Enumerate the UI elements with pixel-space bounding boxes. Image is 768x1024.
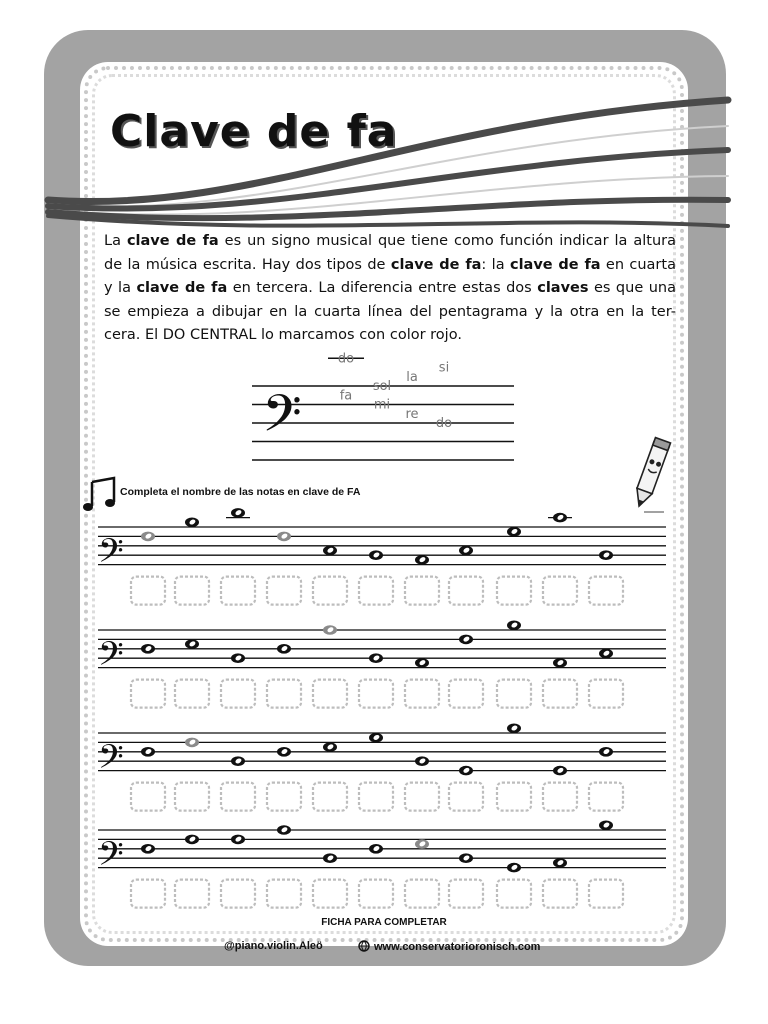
answer-box[interactable] [589, 680, 623, 708]
intro-text: La [104, 233, 127, 249]
footer-website [358, 940, 540, 953]
whole-note [231, 653, 245, 663]
intro-bold-term: clave de fa [126, 233, 219, 249]
whole-note [459, 853, 473, 863]
exercise-staff [98, 508, 666, 604]
note-label: fa [339, 388, 353, 404]
whole-note [141, 644, 155, 654]
whole-note [553, 858, 567, 868]
answer-box[interactable] [497, 880, 531, 908]
answer-box[interactable] [405, 880, 439, 908]
svg-text:𝄢: 𝄢 [262, 383, 302, 456]
answer-box[interactable] [543, 680, 577, 708]
whole-note [415, 756, 429, 766]
whole-note [369, 733, 383, 743]
whole-note [323, 742, 337, 752]
intro-text: en cuarta y la [104, 256, 676, 296]
intro-bold-term: clave de fa [509, 256, 601, 273]
whole-note [231, 756, 245, 766]
answer-box[interactable] [221, 577, 255, 605]
intro-text: : la [481, 256, 510, 273]
whole-note [141, 747, 155, 757]
whole-note [277, 532, 291, 542]
answer-box[interactable] [449, 783, 483, 811]
answer-box[interactable] [405, 783, 439, 811]
bass-clef-icon: 𝄢 [98, 532, 124, 579]
answer-box[interactable] [313, 577, 347, 605]
answer-box[interactable] [359, 577, 393, 605]
whole-note [323, 625, 337, 635]
answer-box[interactable] [497, 783, 531, 811]
whole-note [141, 844, 155, 854]
answer-box[interactable] [131, 880, 165, 908]
note-label: mi [373, 397, 391, 413]
whole-note [231, 508, 245, 518]
answer-box[interactable] [543, 577, 577, 605]
whole-note [459, 635, 473, 645]
answer-box[interactable] [175, 577, 209, 605]
whole-note [185, 738, 199, 748]
whole-note [323, 546, 337, 556]
whole-note [141, 532, 155, 542]
answer-box[interactable] [313, 880, 347, 908]
answer-box[interactable] [313, 783, 347, 811]
answer-box[interactable] [131, 680, 165, 708]
whole-note [415, 555, 429, 565]
answer-box[interactable] [405, 577, 439, 605]
answer-box[interactable] [543, 783, 577, 811]
answer-box[interactable] [267, 783, 301, 811]
whole-note [553, 766, 567, 776]
footer-instagram: @piano.violin.Aleö [224, 940, 323, 952]
whole-note [553, 513, 567, 523]
bass-clef-icon: 𝄢 [98, 835, 124, 882]
whole-note [599, 649, 613, 659]
answer-box[interactable] [497, 680, 531, 708]
answer-box[interactable] [313, 680, 347, 708]
note-label: do [337, 351, 355, 367]
intro-bold-term: clave de fa [390, 256, 482, 273]
answer-box[interactable] [221, 680, 255, 708]
instruction-text: Completa el nombre de las notas en clave de FA [120, 486, 361, 498]
whole-note [415, 658, 429, 668]
answer-box[interactable] [175, 880, 209, 908]
whole-note [507, 863, 521, 873]
intro-bold-term: clave de fa [136, 280, 228, 296]
answer-box[interactable] [405, 680, 439, 708]
answer-box[interactable] [497, 577, 531, 605]
whole-note [459, 766, 473, 776]
whole-note [277, 644, 291, 654]
answer-box[interactable] [175, 680, 209, 708]
answer-box[interactable] [449, 680, 483, 708]
note-label: la [406, 369, 418, 385]
answer-box[interactable] [589, 880, 623, 908]
intro-text: es un signo musical que tiene como función indicar la altura de la música escrita. Hay dos tipos de [104, 233, 676, 273]
page-title: Clave de fa [110, 106, 398, 157]
answer-box[interactable] [267, 577, 301, 605]
whole-note [369, 653, 383, 663]
answer-box[interactable] [449, 880, 483, 908]
globe-icon [358, 940, 370, 953]
whole-note [185, 518, 199, 528]
answer-box[interactable] [131, 577, 165, 605]
whole-note [599, 747, 613, 757]
intro-text: es que una se empieza a dibujar en la cuarta línea del pentagrama y la otra en la ter- cera. El DO CENTRAL lo marcamos con color rojo. [104, 280, 676, 343]
whole-note [185, 639, 199, 649]
exercise-staff [98, 724, 666, 811]
whole-note [507, 527, 521, 537]
whole-note [459, 546, 473, 556]
intro-text: en tercera. La diferencia entre estas dos [227, 280, 538, 296]
whole-note [553, 658, 567, 668]
answer-box[interactable] [221, 783, 255, 811]
note-label: sol [372, 379, 392, 394]
answer-box[interactable] [267, 880, 301, 908]
answer-box[interactable] [589, 783, 623, 811]
whole-note [185, 835, 199, 845]
whole-note [277, 825, 291, 835]
exercise-staff [98, 821, 666, 908]
whole-note [369, 844, 383, 854]
answer-box[interactable] [175, 783, 209, 811]
answer-box[interactable] [589, 577, 623, 605]
answer-box[interactable] [131, 783, 165, 811]
answer-box[interactable] [449, 577, 483, 605]
whole-note [277, 747, 291, 757]
whole-note [507, 724, 521, 734]
exercise-staff [98, 621, 666, 708]
whole-note [369, 550, 383, 560]
note-label: re [405, 406, 419, 422]
answer-box[interactable] [543, 880, 577, 908]
whole-note [507, 621, 521, 631]
footer-title: FICHA PARA COMPLETAR [321, 917, 447, 928]
answer-box[interactable] [267, 680, 301, 708]
bass-clef-icon: 𝄢 [98, 738, 124, 785]
answer-box[interactable] [359, 880, 393, 908]
answer-box[interactable] [359, 680, 393, 708]
whole-note [415, 839, 429, 849]
intro-bold-term: claves [537, 280, 589, 296]
whole-note [231, 835, 245, 845]
whole-note [599, 821, 613, 831]
footer-website-text: www.conservatorioronisch.com [374, 941, 541, 953]
whole-note [323, 853, 337, 863]
bass-clef-icon: 𝄢 [98, 635, 124, 682]
note-label: si [438, 360, 450, 376]
answer-box[interactable] [359, 783, 393, 811]
answer-box[interactable] [221, 880, 255, 908]
note-label: do [435, 416, 453, 431]
whole-note [599, 550, 613, 560]
